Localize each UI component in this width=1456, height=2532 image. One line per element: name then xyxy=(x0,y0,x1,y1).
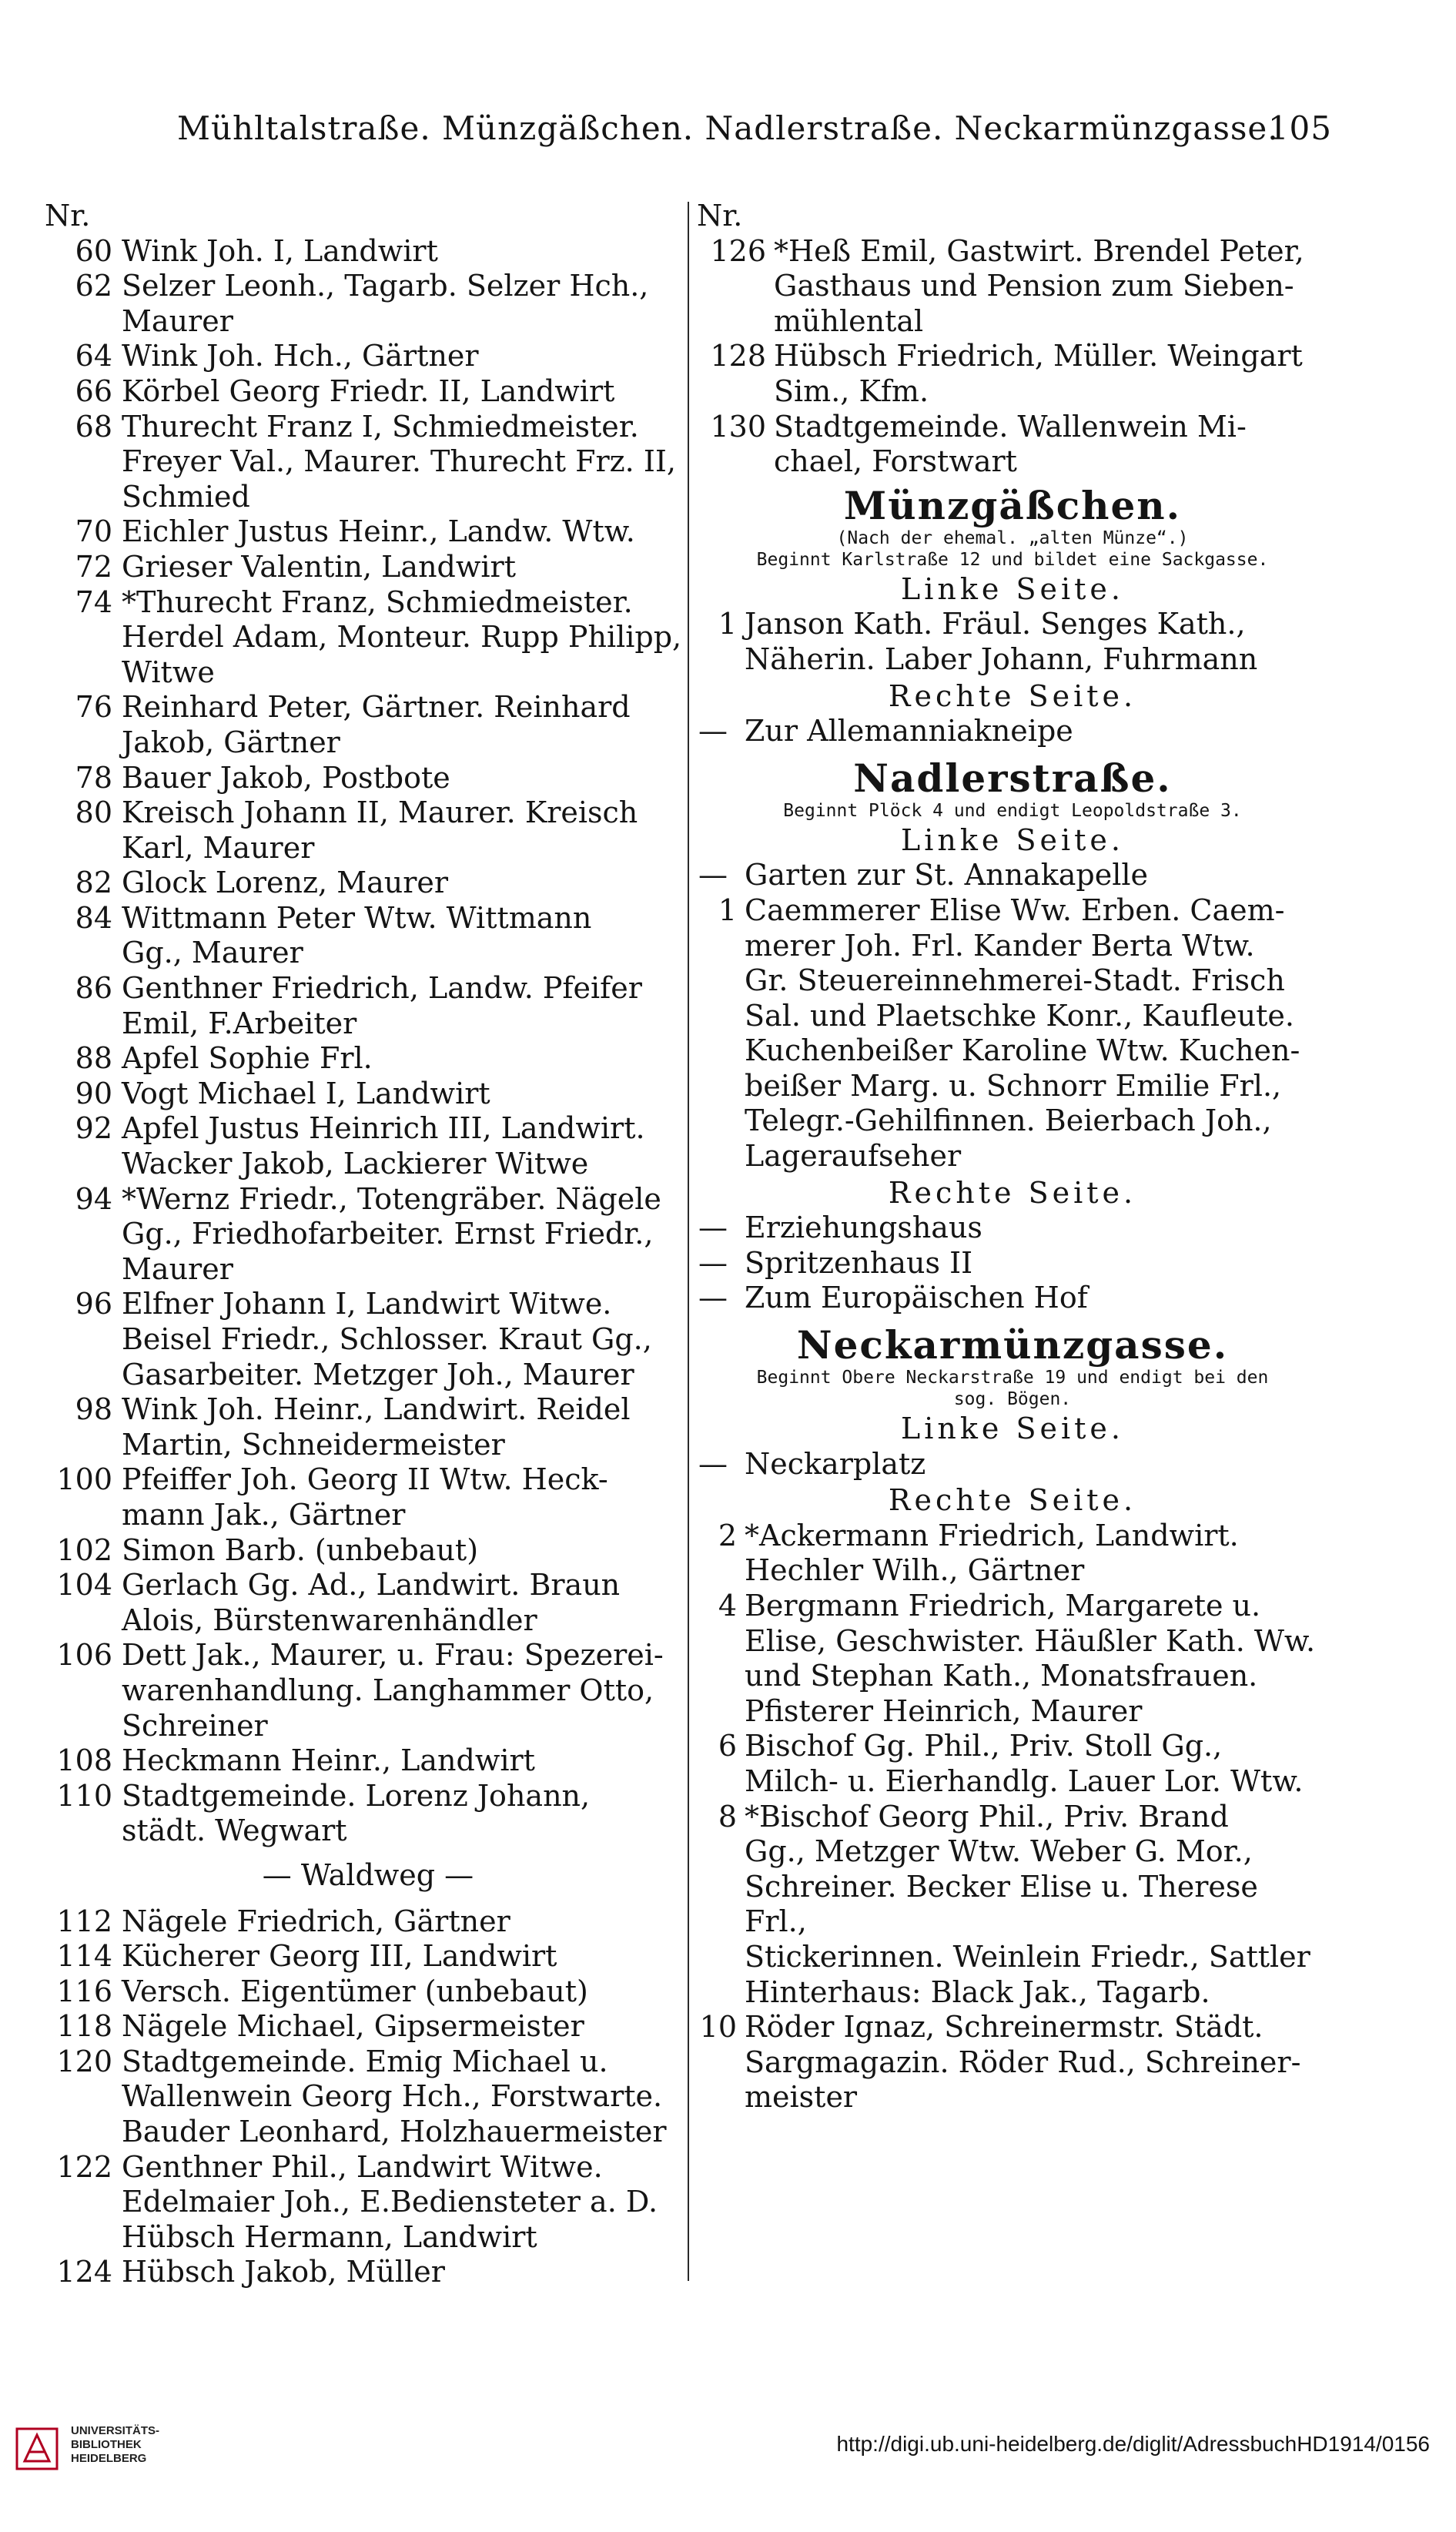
entry-line: Genthner Friedrich, Landw. Pfeifer xyxy=(122,971,642,1006)
entry-line: Körbel Georg Friedr. II, Landwirt xyxy=(122,373,615,408)
section-note: Beginnt Obere Neckarstraße 19 und endigt bei den xyxy=(756,1368,1269,1388)
address-entry xyxy=(45,2150,691,2256)
house-number: 90 xyxy=(75,1076,112,1110)
entry-line: Sal. und Plaetschke Konr., Kaufleute. xyxy=(745,998,1294,1033)
entry-line: Dett Jak., Maurer, u. Frau: Spezerei- xyxy=(122,1638,664,1673)
house-number: 110 xyxy=(56,1778,112,1813)
entry-line: Edelmaier Joh., E.Bediensteter a. D. xyxy=(122,2185,658,2219)
entry-line: Schreiner. Becker Elise u. Therese Frl., xyxy=(745,1869,1258,1939)
house-number: 10 xyxy=(699,2010,737,2045)
section-title-muenzgaesschen: Münzgäßchen. xyxy=(843,482,1182,528)
side-heading-left: Linke Seite. xyxy=(901,822,1124,857)
entry-line: Witwe xyxy=(122,655,215,689)
entry-line: warenhandlung. Langhammer Otto, xyxy=(122,1673,654,1707)
section-title-neckarmuenzgasse: Neckarmünzgasse. xyxy=(796,1322,1229,1368)
section-note: Beginnt Karlstraße 12 und bildet eine Sackgasse. xyxy=(756,549,1269,570)
waldweg-heading: — Waldweg — xyxy=(262,1857,474,1892)
entry-line: Genthner Phil., Landwirt Witwe. xyxy=(122,2149,603,2184)
entry-line: *Ackermann Friedrich, Landwirt. xyxy=(745,1518,1239,1552)
entry-line: Maurer xyxy=(122,1251,233,1286)
address-entry xyxy=(45,761,691,796)
house-number: 72 xyxy=(75,549,112,584)
address-entry xyxy=(697,1800,1328,2011)
address-entry xyxy=(45,901,691,971)
address-entry xyxy=(697,1519,1328,1589)
house-number: 8 xyxy=(718,1799,737,1834)
address-entry xyxy=(45,2009,691,2045)
address-entry xyxy=(45,1041,691,1077)
house-number: 6 xyxy=(718,1729,737,1763)
entry-line: Selzer Leonh., Tagarb. Selzer Hch., xyxy=(122,269,649,303)
side-heading-right: Rechte Seite. xyxy=(888,678,1137,713)
house-number: 64 xyxy=(75,339,112,373)
nr-heading: Nr. xyxy=(45,199,91,233)
house-number: 76 xyxy=(75,690,112,725)
house-number: 60 xyxy=(75,233,112,268)
entry-line: Gerlach Gg. Ad., Landwirt. Braun xyxy=(122,1568,621,1603)
entry-line: Beisel Friedr., Schlosser. Kraut Gg., xyxy=(122,1322,652,1356)
house-number: 128 xyxy=(710,339,766,373)
house-number: 130 xyxy=(710,409,766,444)
house-number: 100 xyxy=(56,1462,112,1497)
entry-line: Stadtgemeinde. Lorenz Johann, xyxy=(122,1778,591,1813)
entry-line: Hübsch Friedrich, Müller. Weingart xyxy=(774,339,1303,373)
address-entry xyxy=(45,234,691,270)
entry-line: chael, Forstwart xyxy=(774,444,1017,479)
house-number: 108 xyxy=(56,1743,112,1778)
house-number: 106 xyxy=(56,1638,112,1673)
entry-line: Elfner Johann I, Landwirt Witwe. xyxy=(122,1287,612,1321)
side-heading-right: Rechte Seite. xyxy=(888,1483,1137,1518)
entry-line: Wallenwein Georg Hch., Forstwarte. xyxy=(122,2079,663,2114)
address-entry xyxy=(45,410,691,515)
address-entry xyxy=(697,339,1328,409)
source-url-link[interactable]: http://digi.ub.uni-heidelberg.de/diglit/AdressbuchHD1914/0156 xyxy=(836,2432,1430,2456)
entry-line: Janson Kath. Fräul. Senges Kath., xyxy=(745,607,1246,641)
entry-line: Lageraufseher xyxy=(745,1139,962,1174)
entry-line: *Wernz Friedr., Totengräber. Nägele xyxy=(122,1181,661,1216)
house-number: 2 xyxy=(718,1518,737,1552)
library-name: UNIVERSITÄTS- BIBLIOTHEK HEIDELBERG xyxy=(71,2424,160,2465)
entry-line: Gr. Steuereinnehmerei-Stadt. Frisch xyxy=(745,963,1285,998)
entry-line: Thurecht Franz I, Schmiedmeister. xyxy=(122,409,639,444)
entry-line: Gasarbeiter. Metzger Joh., Maurer xyxy=(122,1357,634,1392)
entry-line: Freyer Val., Maurer. Thurecht Frz. II, xyxy=(122,444,676,479)
entry-line: Hübsch Hermann, Landwirt xyxy=(122,2219,537,2254)
entry-line: Emil, F.Arbeiter xyxy=(122,1006,357,1040)
side-heading-left: Linke Seite. xyxy=(901,571,1124,606)
entry-line: Grieser Valentin, Landwirt xyxy=(122,549,516,584)
page-number: 105 xyxy=(1267,109,1332,147)
house-number: 4 xyxy=(718,1589,737,1623)
dash-entry: — Zur Allemanniakneipe xyxy=(698,714,1073,749)
entry-line: Näherin. Laber Johann, Fuhrmann xyxy=(745,641,1258,676)
entry-line: Martin, Schneidermeister xyxy=(122,1427,505,1462)
entry-line: Heckmann Heinr., Landwirt xyxy=(122,1743,535,1778)
house-number: 120 xyxy=(56,2044,112,2078)
left-column xyxy=(45,199,691,2290)
house-number: 124 xyxy=(56,2255,112,2289)
address-entry xyxy=(45,1392,691,1462)
entry-line: Nägele Friedrich, Gärtner xyxy=(122,1904,510,1938)
address-entry xyxy=(45,1462,691,1532)
entry-line: Pfisterer Heinrich, Maurer xyxy=(745,1693,1143,1728)
address-entry xyxy=(45,339,691,374)
entry-line: Apfel Sophie Frl. xyxy=(122,1041,373,1076)
address-entry xyxy=(45,585,691,691)
address-entry xyxy=(697,410,1328,480)
page-footer xyxy=(0,2410,1456,2503)
entry-line: Eichler Justus Heinr., Landw. Wtw. xyxy=(122,514,635,549)
address-entry xyxy=(697,2010,1328,2115)
dash-entry: — Spritzenhaus II xyxy=(698,1245,973,1280)
address-entry xyxy=(45,1904,691,1940)
house-number: 74 xyxy=(75,584,112,619)
address-entry xyxy=(45,1111,691,1181)
page-header xyxy=(177,109,1332,156)
section-note: Beginnt Plöck 4 und endigt Leopoldstraße 3. xyxy=(783,800,1242,821)
entry-line: Wink Joh. I, Landwirt xyxy=(122,233,438,268)
section-note: sog. Bögen. xyxy=(953,1389,1072,1410)
house-number: 62 xyxy=(75,269,112,303)
entry-line: Kreisch Johann II, Maurer. Kreisch xyxy=(122,795,638,830)
entry-line: Kücherer Georg III, Landwirt xyxy=(122,1939,557,1974)
house-number: 84 xyxy=(75,900,112,935)
address-entry xyxy=(45,1743,691,1779)
entry-line: Wink Joh. Heinr., Landwirt. Reidel xyxy=(122,1392,631,1427)
entry-line: Reinhard Peter, Gärtner. Reinhard xyxy=(122,690,631,725)
entry-line: merer Joh. Frl. Kander Berta Wtw. xyxy=(745,928,1255,963)
address-entry xyxy=(697,893,1328,1174)
dash-entry: — Zum Europäischen Hof xyxy=(698,1281,1088,1315)
house-number: 86 xyxy=(75,971,112,1006)
entry-line: Maurer xyxy=(122,303,233,338)
address-entry xyxy=(45,374,691,410)
entry-line: Karl, Maurer xyxy=(122,830,315,865)
entry-line: Röder Ignaz, Schreinermstr. Städt. xyxy=(745,2010,1264,2045)
house-number: 88 xyxy=(75,1041,112,1076)
address-entry xyxy=(45,1182,691,1288)
entry-line: Kuchenbeißer Karoline Wtw. Kuchen- xyxy=(745,1033,1300,1068)
address-entry xyxy=(45,1533,691,1569)
address-entry xyxy=(45,2045,691,2150)
side-heading-left: Linke Seite. xyxy=(901,1412,1124,1446)
address-entry xyxy=(45,1638,691,1743)
house-number: 68 xyxy=(75,409,112,444)
entry-line: *Bischof Georg Phil., Priv. Brand xyxy=(745,1799,1229,1834)
entry-line: Gg., Metzger Wtw. Weber G. Mor., xyxy=(745,1834,1253,1869)
side-heading-right: Rechte Seite. xyxy=(888,1175,1137,1210)
entry-line: Elise, Geschwister. Häußler Kath. Ww. xyxy=(745,1623,1316,1658)
entry-line: Nägele Michael, Gipsermeister xyxy=(122,2009,584,2044)
address-entry xyxy=(45,690,691,760)
entry-line: Wacker Jakob, Lackierer Witwe xyxy=(122,1147,589,1181)
entry-line: Pfeiffer Joh. Georg II Wtw. Heck- xyxy=(122,1462,608,1497)
house-number: 114 xyxy=(56,1939,112,1974)
entry-line: Bischof Gg. Phil., Priv. Stoll Gg., xyxy=(745,1729,1223,1763)
section-title-nadlerstrasse: Nadlerstraße. xyxy=(853,755,1172,801)
entry-line: Glock Lorenz, Maurer xyxy=(122,866,449,900)
address-entry xyxy=(45,2255,691,2290)
address-entry xyxy=(45,550,691,585)
entry-line: Caemmerer Elise Ww. Erben. Caem- xyxy=(745,893,1285,927)
entry-line: Alois, Bürstenwarenhändler xyxy=(122,1603,537,1637)
address-entry xyxy=(697,234,1328,340)
house-number: 122 xyxy=(56,2149,112,2184)
entry-line: Simon Barb. (unbebaut) xyxy=(122,1532,479,1567)
entry-line: *Heß Emil, Gastwirt. Brendel Peter, xyxy=(774,233,1304,268)
entry-line: mühlental xyxy=(774,303,924,338)
house-number: 1 xyxy=(718,607,737,641)
dash-entry: — Garten zur St. Annakapelle xyxy=(698,858,1149,893)
entry-line: Sargmagazin. Röder Rud., Schreiner- xyxy=(745,2045,1301,2079)
entry-line: Jakob, Gärtner xyxy=(122,725,340,759)
entry-line: Gg., Friedhofarbeiter. Ernst Friedr., xyxy=(122,1217,654,1251)
entry-line: Stickerinnen. Weinlein Friedr., Sattler xyxy=(745,1939,1310,1974)
entry-line: *Thurecht Franz, Schmiedmeister. xyxy=(122,584,633,619)
house-number: 78 xyxy=(75,760,112,795)
entry-line: Wittmann Peter Wtw. Wittmann xyxy=(122,900,592,935)
address-entry xyxy=(45,795,691,866)
entry-line: Milch- u. Eierhandlg. Lauer Lor. Wtw. xyxy=(745,1763,1304,1798)
entry-line: beißer Marg. u. Schnorr Emilie Frl., xyxy=(745,1068,1282,1103)
house-number: 94 xyxy=(75,1181,112,1216)
address-entry xyxy=(45,1287,691,1392)
nr-heading: Nr. xyxy=(697,199,743,233)
running-title: Mühltalstraße. Münzgäßchen. Nadlerstraße. Neckarmünzgasse. xyxy=(177,109,1279,147)
dash-entry: — Neckarplatz xyxy=(698,1446,926,1481)
house-number: 80 xyxy=(75,795,112,830)
house-number: 104 xyxy=(56,1568,112,1603)
house-number: 96 xyxy=(75,1287,112,1321)
address-entry xyxy=(45,1974,691,2010)
entry-line: Hinterhaus: Black Jak., Tagarb. xyxy=(745,1974,1210,2009)
house-number: 126 xyxy=(710,233,766,268)
address-entry xyxy=(45,971,691,1041)
entry-line: Schmied xyxy=(122,479,250,514)
right-column xyxy=(697,199,1328,2115)
house-number: 70 xyxy=(75,514,112,549)
address-entry xyxy=(45,1568,691,1638)
entry-line: Stadtgemeinde. Wallenwein Mi- xyxy=(774,409,1247,444)
address-entry xyxy=(45,1779,691,1849)
house-number: 98 xyxy=(75,1392,112,1427)
entry-line: Gg., Maurer xyxy=(122,936,303,970)
house-number: 92 xyxy=(75,1111,112,1146)
address-entry xyxy=(45,514,691,550)
address-entry xyxy=(697,1589,1328,1729)
entry-line: Sim., Kfm. xyxy=(774,373,929,408)
entry-line: Hechler Wilh., Gärtner xyxy=(745,1553,1085,1588)
section-note: (Nach der ehemal. „alten Münze“.) xyxy=(836,528,1189,548)
entry-line: Telegr.-Gehilfinnen. Beierbach Joh., xyxy=(745,1104,1272,1138)
entry-line: und Stephan Kath., Monatsfrauen. xyxy=(745,1659,1258,1693)
house-number: 118 xyxy=(56,2009,112,2044)
university-logo-icon xyxy=(14,2426,60,2472)
address-entry xyxy=(45,269,691,339)
house-number: 112 xyxy=(56,1904,112,1938)
house-number: 1 xyxy=(718,893,737,927)
entry-line: Herdel Adam, Monteur. Rupp Philipp, xyxy=(122,620,682,655)
house-number: 66 xyxy=(75,373,112,408)
address-entry xyxy=(697,1729,1328,1799)
house-number: 82 xyxy=(75,866,112,900)
entry-line: Bauer Jakob, Postbote xyxy=(122,760,450,795)
entry-line: Stadtgemeinde. Emig Michael u. xyxy=(122,2044,608,2078)
house-number: 116 xyxy=(56,1974,112,2008)
entry-line: meister xyxy=(745,2080,858,2115)
dash-entry: — Erziehungshaus xyxy=(698,1211,982,1245)
house-number: 102 xyxy=(56,1532,112,1567)
entry-line: Apfel Justus Heinrich III, Landwirt. xyxy=(122,1111,645,1146)
entry-line: mann Jak., Gärtner xyxy=(122,1497,406,1532)
entry-line: Wink Joh. Hch., Gärtner xyxy=(122,339,479,373)
address-entry xyxy=(45,1939,691,1974)
entry-line: Versch. Eigentümer (unbebaut) xyxy=(122,1974,588,2008)
entry-line: Hübsch Jakob, Müller xyxy=(122,2255,445,2289)
address-entry xyxy=(45,1077,691,1112)
address-entry xyxy=(697,607,1328,677)
entry-line: Bergmann Friedrich, Margarete u. xyxy=(745,1589,1261,1623)
address-entry xyxy=(45,866,691,901)
entry-line: Vogt Michael I, Landwirt xyxy=(122,1076,490,1110)
entry-line: Bauder Leonhard, Holzhauermeister xyxy=(122,2115,667,2149)
entry-line: Gasthaus und Pension zum Sieben- xyxy=(774,269,1294,303)
entry-line: Schreiner xyxy=(122,1708,268,1743)
entry-line: städt. Wegwart xyxy=(122,1814,347,1848)
